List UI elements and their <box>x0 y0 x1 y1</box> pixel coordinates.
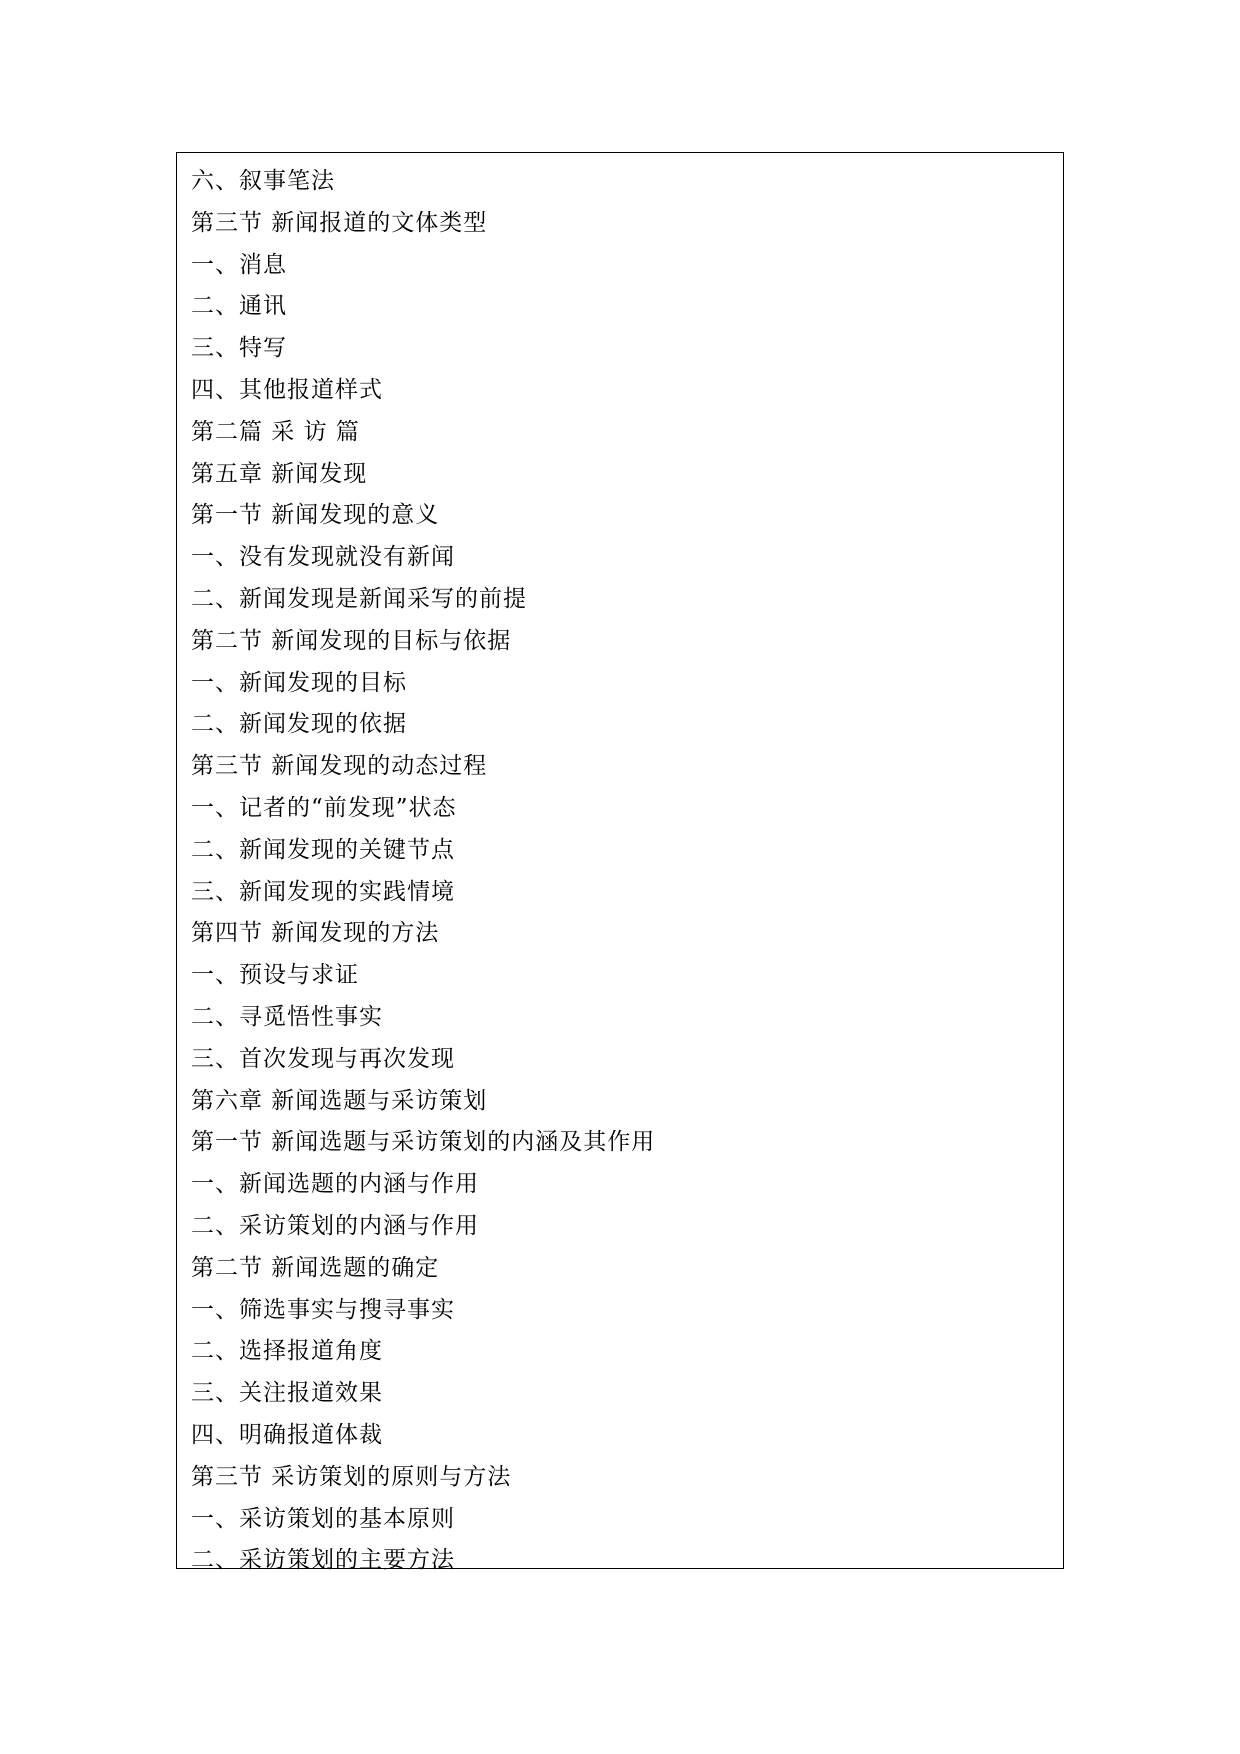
outline-line: 二、新闻发现的依据 <box>191 711 407 738</box>
outline-line: 一、采访策划的基本原则 <box>191 1505 455 1532</box>
outline-line: 第三节 新闻报道的文体类型 <box>191 209 488 236</box>
outline-line: 第三节 采访策划的原则与方法 <box>191 1463 512 1490</box>
outline-line: 第一节 新闻发现的意义 <box>191 502 440 529</box>
outline-line: 第五章 新闻发现 <box>191 460 368 487</box>
outline-line: 一、记者的“前发现”状态 <box>191 794 457 821</box>
outline-line: 一、筛选事实与搜寻事实 <box>191 1296 455 1323</box>
outline-line: 第三节 新闻发现的动态过程 <box>191 753 488 780</box>
outline-line: 第六章 新闻选题与采访策划 <box>191 1087 488 1114</box>
outline-line: 三、首次发现与再次发现 <box>191 1045 455 1072</box>
outline-line: 第二节 新闻发现的目标与依据 <box>191 627 512 654</box>
outline-line: 三、关注报道效果 <box>191 1380 383 1407</box>
outline-list <box>191 161 1053 1582</box>
outline-line: 第二节 新闻选题的确定 <box>191 1254 440 1281</box>
outline-line: 三、特写 <box>191 335 287 362</box>
outline-line: 第四节 新闻发现的方法 <box>191 920 440 947</box>
outline-line: 二、寻觅悟性事实 <box>191 1003 383 1030</box>
outline-line: 第一节 新闻选题与采访策划的内涵及其作用 <box>191 1129 656 1156</box>
outline-line: 二、新闻发现的关键节点 <box>191 836 455 863</box>
outline-line: 一、没有发现就没有新闻 <box>191 544 455 571</box>
outline-line: 第二篇 采 访 篇 <box>191 418 360 445</box>
outline-line: 一、新闻选题的内涵与作用 <box>191 1171 479 1198</box>
outline-line: 一、预设与求证 <box>191 962 359 989</box>
outline-line: 一、消息 <box>191 251 287 278</box>
outline-line: 三、新闻发现的实践情境 <box>191 878 455 905</box>
outline-line: 二、采访策划的内涵与作用 <box>191 1212 479 1239</box>
outline-line: 四、明确报道体裁 <box>191 1421 383 1448</box>
outline-line: 二、通讯 <box>191 293 287 320</box>
outline-line: 四、其他报道样式 <box>191 376 383 403</box>
outline-line: 六、叙事笔法 <box>191 168 335 194</box>
outline-line: 二、新闻发现是新闻采写的前提 <box>191 585 527 612</box>
outline-line: 一、新闻发现的目标 <box>191 669 407 696</box>
outline-line: 二、选择报道角度 <box>191 1338 383 1365</box>
outline-table-cell <box>176 152 1064 1574</box>
outline-line: 二、采访策划的主要方法 <box>191 1547 455 1574</box>
